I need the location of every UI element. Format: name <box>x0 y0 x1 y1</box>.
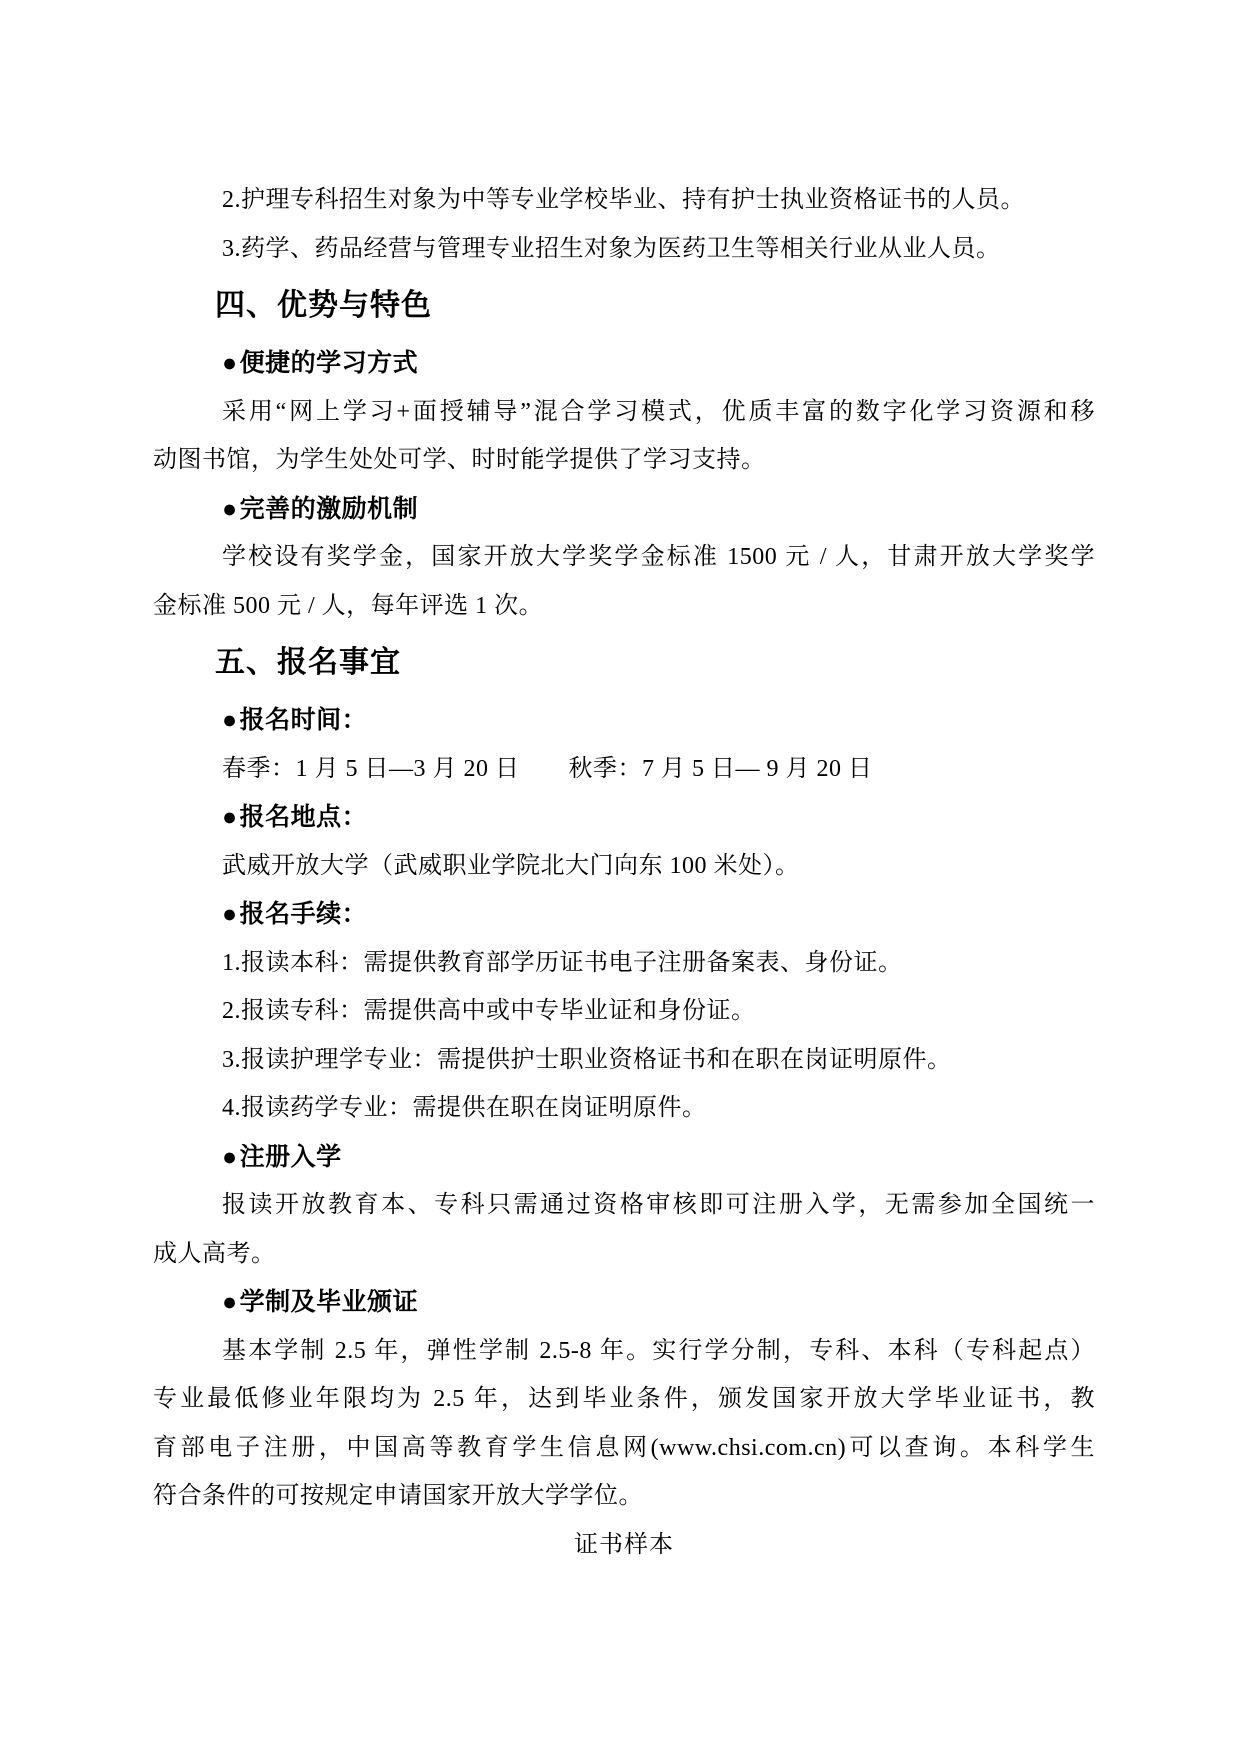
section-heading: 四、优势与特色 <box>215 289 432 322</box>
bullet-heading <box>153 890 1095 939</box>
bullet-heading <box>153 793 1095 842</box>
bullet-circle-icon: ● <box>222 494 238 523</box>
text-line: 专业最低修业年限均为 2.5 年，达到毕业条件，颁发国家开放大学毕业证书，教 <box>153 1386 1095 1412</box>
text-line: 4.报读药学专业：需提供在职在岗证明原件。 <box>222 1095 707 1121</box>
bullet-heading <box>153 696 1095 745</box>
text-line: 采用“网上学习+面授辅导”混合学习模式，优质丰富的数字化学习资源和移 <box>222 398 1095 425</box>
bullet-heading-label: 注册入学 <box>239 1142 342 1171</box>
text-line: 金标准 500 元 / 人，每年评选 1 次。 <box>153 592 544 619</box>
text-line: 2.报读专科：需提供高中或中专毕业证和身份证。 <box>222 998 756 1024</box>
bullet-heading-label: 便捷的学习方式 <box>239 349 419 377</box>
bullet-circle-icon: ● <box>222 706 238 734</box>
caption: 证书样本 <box>574 1531 674 1558</box>
bullet-heading <box>153 339 1095 388</box>
text-line: 3.报读护理学专业：需提供护士职业资格证书和在职在岗证明原件。 <box>222 1046 952 1073</box>
text-line: 3.药学、药品经营与管理专业招生对象为医药卫生等相关行业从业人员。 <box>222 235 1001 262</box>
bullet-heading <box>153 1278 1095 1327</box>
text-line: 报读开放教育本、专科只需通过资格审核即可注册入学，无需参加全国统一 <box>222 1192 1095 1218</box>
bullet-circle-icon: ● <box>222 803 238 831</box>
text-line: 符合条件的可按规定申请国家开放大学学位。 <box>153 1483 643 1509</box>
bullet-heading <box>153 1133 1095 1182</box>
text-line: 学校设有奖学金，国家开放大学奖学金标准 1500 元 / 人，甘肃开放大学奖学 <box>222 544 1095 570</box>
text-line: 武威开放大学（武威职业学院北大门向东 100 米处）。 <box>222 852 800 879</box>
bullet-heading-label: 报名地点： <box>239 803 368 831</box>
bullet-circle-icon: ● <box>222 900 238 928</box>
text-line: 春季：1 月 5 日—3 月 20 日 秋季：7 月 5 日— 9 月 20 日 <box>222 755 873 782</box>
section-heading: 五、报名事宜 <box>215 646 401 679</box>
text-line: 成人高考。 <box>153 1240 276 1267</box>
bullet-heading-label: 完善的激励机制 <box>239 494 419 523</box>
text-line: 2.护理专科招生对象为中等专业学校毕业、持有护士执业资格证书的人员。 <box>222 187 1025 213</box>
bullet-heading <box>153 485 1095 534</box>
bullet-heading-label: 报名时间： <box>239 706 368 734</box>
bullet-heading-label: 报名手续： <box>239 900 368 928</box>
text-line: 1.报读本科：需提供教育部学历证书电子注册备案表、身份证。 <box>222 949 903 976</box>
text-line: 动图书馆，为学生处处可学、时时能学提供了学习支持。 <box>153 447 766 473</box>
bullet-circle-icon: ● <box>222 1142 238 1171</box>
bullet-heading-label: 学制及毕业颁证 <box>239 1288 419 1316</box>
bullet-circle-icon: ● <box>222 1288 238 1316</box>
bullet-circle-icon: ● <box>222 349 238 377</box>
text-line: 育部电子注册，中国高等教育学生信息网(www.chsi.com.cn)可以查询。本科学生 <box>153 1434 1095 1461</box>
text-line: 基本学制 2.5 年，弹性学制 2.5-8 年。实行学分制，专科、本科（专科起点） <box>222 1337 1095 1364</box>
